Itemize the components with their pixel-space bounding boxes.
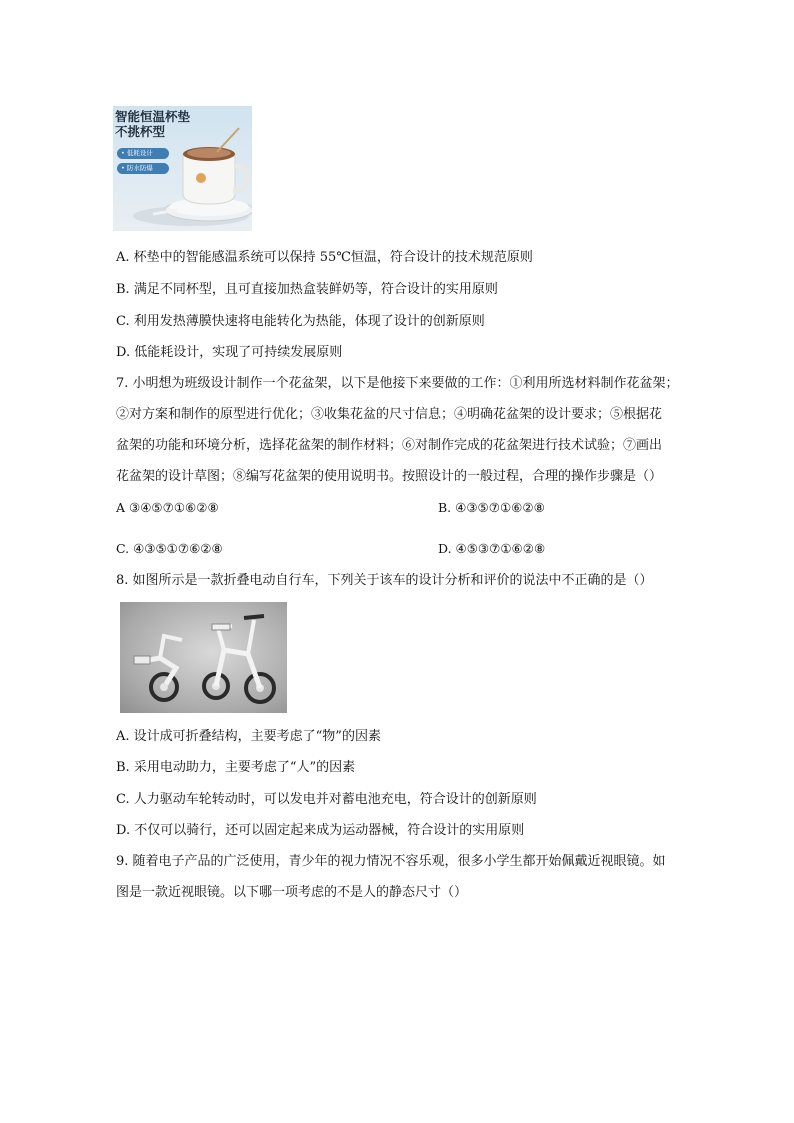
image-tag-waterproof: • 防水防爆 bbox=[117, 163, 169, 174]
q7-stem-line3: 盆架的功能和环境分析，选择花盆架的制作材料；⑥对制作完成的花盆架进行技术试验；⑦画出 bbox=[116, 438, 663, 453]
image-title: 智能恒温杯垫 不挑杯型 bbox=[115, 109, 191, 139]
q6-option-c: C. 利用发热薄膜快速将电能转化为热能，体现了设计的创新原则 bbox=[116, 314, 485, 329]
q7-option-a: A ③④⑤⑦①⑥②⑧ bbox=[116, 500, 219, 515]
folding-bike-illustration bbox=[120, 602, 287, 713]
q7-option-b: B. ④③⑤⑦①⑥②⑧ bbox=[438, 500, 545, 515]
q6-option-d: D. 低能耗设计，实现了可持续发展原则 bbox=[116, 345, 343, 360]
q8-option-a: A. 设计成可折叠结构，主要考虑了“物”的因素 bbox=[116, 729, 381, 744]
q7-option-c: C. ④③⑤①⑦⑥②⑧ bbox=[116, 541, 223, 556]
image-tag-low-power: • 低耗设计 bbox=[117, 148, 169, 159]
folding-bike-image bbox=[120, 602, 287, 713]
q6-option-a: A. 杯垫中的智能感温系统可以保持 55℃恒温，符合设计的技术规范原则 bbox=[116, 250, 533, 265]
q8-option-b: B. 采用电动助力，主要考虑了“人”的因素 bbox=[116, 760, 356, 775]
cup-warmer-illustration bbox=[113, 106, 252, 231]
q9-stem-line1: 9. 随着电子产品的广泛使用，青少年的视力情况不容乐观，很多小学生都开始佩戴近视眼镜。如 bbox=[116, 854, 666, 869]
q7-option-d: D. ④⑤③⑦①⑥②⑧ bbox=[438, 541, 546, 556]
cup-warmer-image bbox=[113, 106, 252, 231]
q8-stem-line1: 8. 如图所示是一款折叠电动自行车，下列关于该车的设计分析和评价的说法中不正确的是（） bbox=[116, 573, 653, 588]
q9-stem-line2: 图是一款近视眼镜。以下哪一项考虑的不是人的静态尺寸（） bbox=[116, 885, 468, 900]
q7-stem-line2: ②对方案和制作的原型进行优化；③收集花盆的尺寸信息；④明确花盆架的设计要求；⑤根据花 bbox=[116, 407, 663, 422]
q8-option-d: D. 不仅可以骑行，还可以固定起来成为运动器械，符合设计的实用原则 bbox=[116, 823, 525, 838]
q7-stem-line4: 花盆架的设计草图；⑧编写花盆架的使用说明书。按照设计的一般过程，合理的操作步骤是（） bbox=[116, 469, 663, 484]
q7-stem-line1: 7. 小明想为班级设计制作一个花盆架，以下是他接下来要做的工作：①利用所选材料制作花盆架； bbox=[116, 376, 679, 391]
q6-option-b: B. 满足不同杯型，且可直接加热盒装鲜奶等，符合设计的实用原则 bbox=[116, 282, 498, 297]
q8-option-c: C. 人力驱动车轮转动时，可以发电并对蓄电池充电，符合设计的创新原则 bbox=[116, 792, 537, 807]
